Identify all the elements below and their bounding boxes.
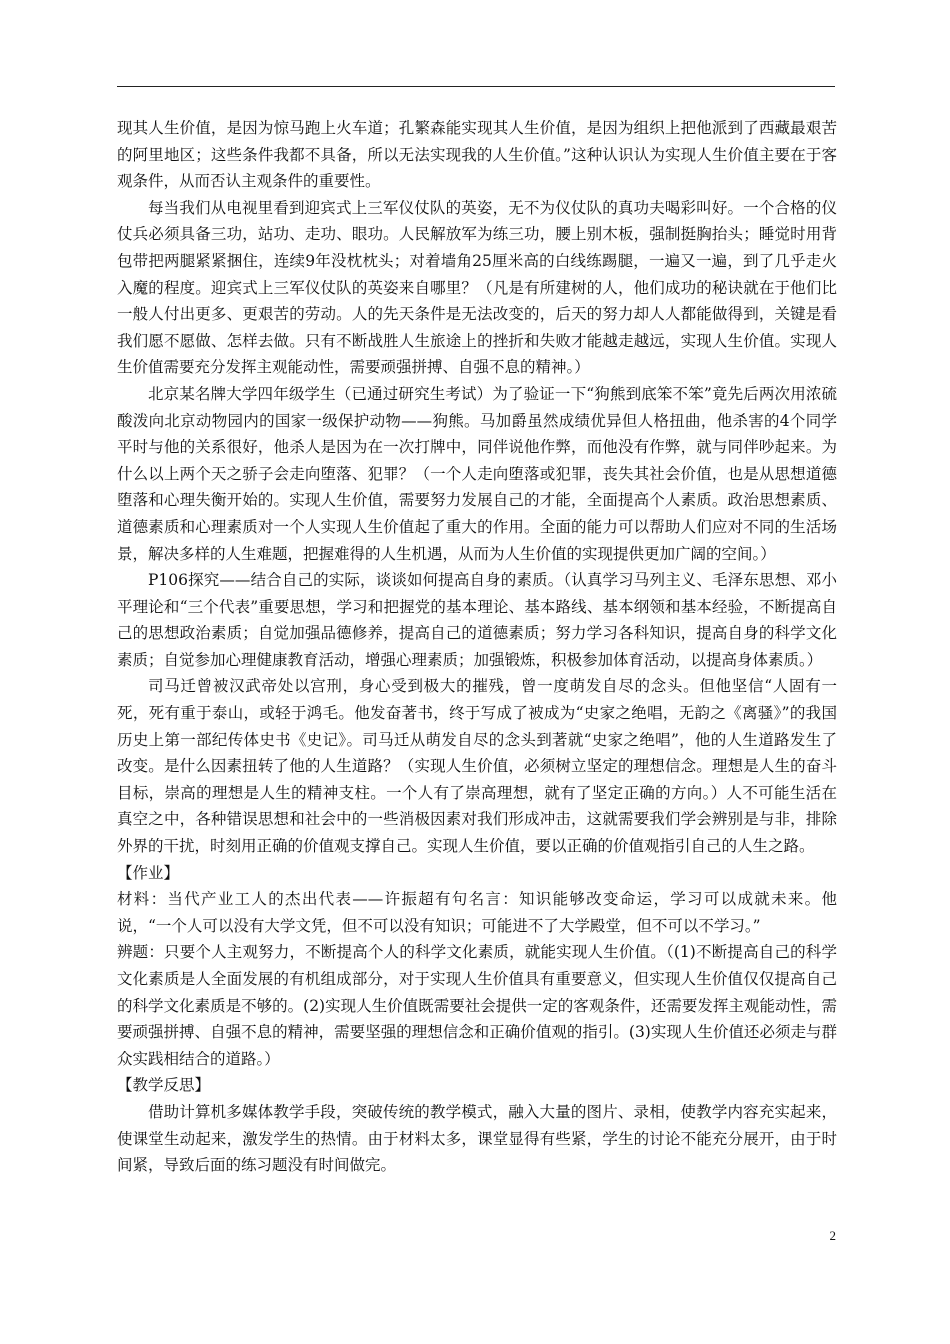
heading-teaching-reflection: 【教学反思】	[117, 1076, 211, 1095]
paragraph-sima-qian: 司马迁曾被汉武帝处以宫刑，身心受到极大的摧残，曾一度萌发自尽的念头。但他坚信“人固有一死，死有重于泰山，或轻于鸿毛。他发奋著书，终于写成了被成为“史家之绝唱，无韵之《离骚》”的我国历史上第一部纪传体史书《史记》。司马迁从萌发自尽的念头到著就“史家之绝唱”，他的人生道路发生了改变。是什么因素扭转了他的人生道路？（实现人生价值，必须树立坚定的理想信念。理想是人生的奋斗目标，崇高的理想是人生的精神支柱。一个人有了崇高理想，就有了坚定正确的方向。）人不可能生活在真空之中，各种错误思想和社会中的一些消极因素对我们形成冲击，这就需要我们学会辨别是与非，排除外界的干扰，时刻用正确的价值观支撑自己。实现人生价值，要以正确的价值观指引自己的人生之路。	[117, 677, 837, 856]
paragraph-university-students: 北京某名牌大学四年级学生（已通过研究生考试）为了验证一下“狗熊到底笨不笨”竟先后两次用浓硫酸泼向北京动物园内的国家一级保护动物——狗熊。马加爵虽然成绩优异但人格扭曲，他杀害的4个同学平时与他的关系很好，他杀人是因为在一次打牌中，同伴说他作弊，而他没有作弊，就与同伴吵起来。为什么以上两个天之骄子会走向堕落、犯罪？（一个人走向堕落或犯罪，丧失其社会价值，也是从思想道德堕落和心理失衡开始的。实现人生价值，需要努力发展自己的才能，全面提高个人素质。政治思想素质、道德素质和心理素质对一个人实现人生价值起了重大的作用。全面的能力可以帮助人们应对不同的生活场景，解决多样的人生难题，把握难得的人生机遇，从而为人生价值的实现提供更加广阔的空间。）	[117, 384, 837, 563]
paragraph-reflection: 借助计算机多媒体教学手段，突破传统的教学模式，融入大量的图片、录相，使教学内容充实起来，使课堂生动起来，激发学生的热情。由于材料太多，课堂显得有些紧，学生的讨论不能充分展开，由于时间紧，导致后面的练习题没有时间做完。	[117, 1102, 837, 1175]
paragraph-continuation: 现其人生价值，是因为惊马跑上火车道；孔繁森能实现其人生价值，是因为组织上把他派到了西藏最艰苦的阿里地区；这些条件我都不具备，所以无法实现我的人生价值。”这种认识认为实现人生价值主要在于客观条件，从而否认主观条件的重要性。	[117, 119, 837, 191]
paragraph-material: 材料：当代产业工人的杰出代表——许振超有句名言：知识能够改变命运，学习可以成就未来。他说，“一个人可以没有大学文凭，但不可以没有知识；可能进不了大学殿堂，但不可以不学习。”	[117, 890, 837, 935]
document-body	[117, 115, 837, 1179]
paragraph-explore-p106: P106探究——结合自己的实际，谈谈如何提高自身的素质。（认真学习马列主义、毛泽东思想、邓小平理论和“三个代表”重要思想，学习和把握党的基本理论、基本路线、基本纲领和基本经验，不断提高自己的思想政治素质；自觉加强品德修养，提高自己的道德素质；努力学习各科知识，提高自身的科学文化素质；自觉参加心理健康教育活动，增强心理素质；加强锻炼，积极参加体育活动，以提高身体素质。）	[117, 571, 837, 669]
paragraph-honor-guard: 每当我们从电视里看到迎宾式上三军仪仗队的英姿，无不为仪仗队的真功夫喝彩叫好。一个合格的仪仗兵必须具备三功，站功、走功、眼功。人民解放军为练三功，腰上别木板，强制挺胸抬头；睡觉时用背包带把两腿紧紧捆住，连续9年没枕枕头；对着墙角25厘米高的白线练踢腿，一遍又一遍，到了几乎走火入魔的程度。迎宾式上三军仪仗队的英姿来自哪里？（凡是有所建树的人，他们成功的秘诀就在于他们比一般人付出更多、更艰苦的劳动。人的先天条件是无法改变的，后天的努力却人人都能做得到，关键是看我们愿不愿做、怎样去做。只有不断战胜人生旅途上的挫折和失败才能越走越远，实现人生价值。实现人生价值需要充分发挥主观能动性，需要顽强拼搏、自强不息的精神。）	[117, 198, 837, 377]
paragraph-debate-question: 辨题：只要个人主观努力，不断提高个人的科学文化素质，就能实现人生价值。（(1)不断提高自己的科学文化素质是人全面发展的有机组成部分，对于实现人生价值具有重要意义，但实现人生价值仅仅提高自己的科学文化素质是不够的。(2)实现人生价值既需要社会提供一定的客观条件，还需要发挥主观能动性，需要顽强拼搏、自强不息的精神，需要坚强的理想信念和正确价值观的指引。(3)实现人生价值还必须走与群众实践相结合的道路。）	[117, 943, 837, 1068]
page-number: 2	[829, 1228, 836, 1243]
heading-homework: 【作业】	[117, 863, 180, 882]
header-rule	[117, 86, 835, 87]
